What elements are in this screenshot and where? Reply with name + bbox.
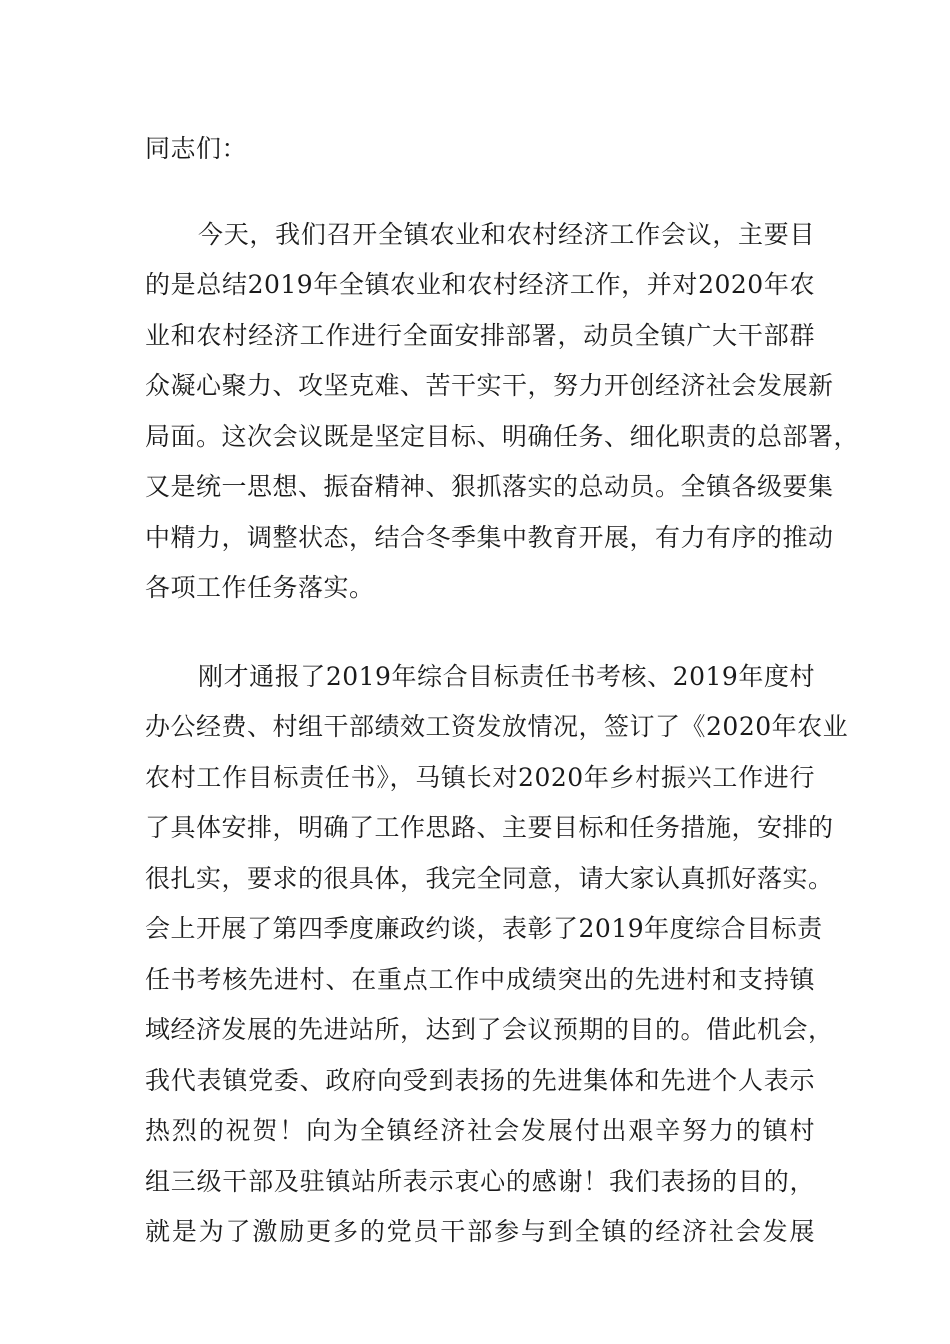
paragraph-line: 热烈的祝贺！向为全镇经济社会发展付出艰辛努力的镇村 xyxy=(145,1116,815,1145)
paragraph-line: 很扎实，要求的很具体，我完全同意，请大家认真抓好落实。 xyxy=(145,863,834,893)
paragraph-line: 我代表镇党委、政府向受到表扬的先进集体和先进个人表示 xyxy=(145,1065,815,1095)
paragraph-line: 各项工作任务落实。 xyxy=(145,573,375,602)
paragraph-line: 刚才通报了2019年综合目标责任书考核、2019年度村 xyxy=(198,661,815,691)
paragraph-line: 了具体安排，明确了工作思路、主要目标和任务措施，安排的 xyxy=(145,813,834,842)
paragraph-line: 的是总结2019年全镇农业和农村经济工作，并对2020年农 xyxy=(145,270,815,299)
paragraph-spacer xyxy=(145,175,815,210)
paragraph-line: 局面。这次会议既是坚定目标、明确任务、细化职责的总部署， xyxy=(145,421,860,451)
paragraph-line: 农村工作目标责任书》，马镇长对2020年乡村振兴工作进行 xyxy=(145,762,815,792)
salutation: 同志们： xyxy=(145,134,248,163)
paragraph-line: 业和农村经济工作进行全面安排部署，动员全镇广大干部群 xyxy=(145,320,815,350)
paragraph-line: 办公经费、村组干部绩效工资发放情况，签订了《2020年农业 xyxy=(145,712,849,741)
paragraph-1 xyxy=(145,210,860,614)
paragraph-line: 任书考核先进村、在重点工作中成绩突出的先进村和支持镇 xyxy=(145,964,815,994)
paragraph-line: 域经济发展的先进站所，达到了会议预期的目的。借此机会， xyxy=(145,1015,834,1044)
paragraph-2 xyxy=(145,652,849,1258)
paragraph-line: 会上开展了第四季度廉政约谈，表彰了2019年度综合目标责 xyxy=(145,914,823,943)
paragraph-spacer xyxy=(145,614,815,652)
paragraph-line: 今天，我们召开全镇农业和农村经济工作会议，主要目 xyxy=(198,219,815,249)
paragraph-line: 又是统一思想、振奋精神、狠抓落实的总动员。全镇各级要集 xyxy=(145,472,834,501)
paragraph-line: 中精力，调整状态，结合冬季集中教育开展，有力有序的推动 xyxy=(145,522,834,552)
paragraph-line: 组三级干部及驻镇站所表示衷心的感谢！我们表扬的目的， xyxy=(145,1166,815,1196)
paragraph-line: 众凝心聚力、攻坚克难、苦干实干，努力开创经济社会发展新 xyxy=(145,371,834,400)
document-body xyxy=(145,124,860,1258)
paragraph-line: 就是为了激励更多的党员干部参与到全镇的经济社会发展 xyxy=(145,1217,815,1246)
